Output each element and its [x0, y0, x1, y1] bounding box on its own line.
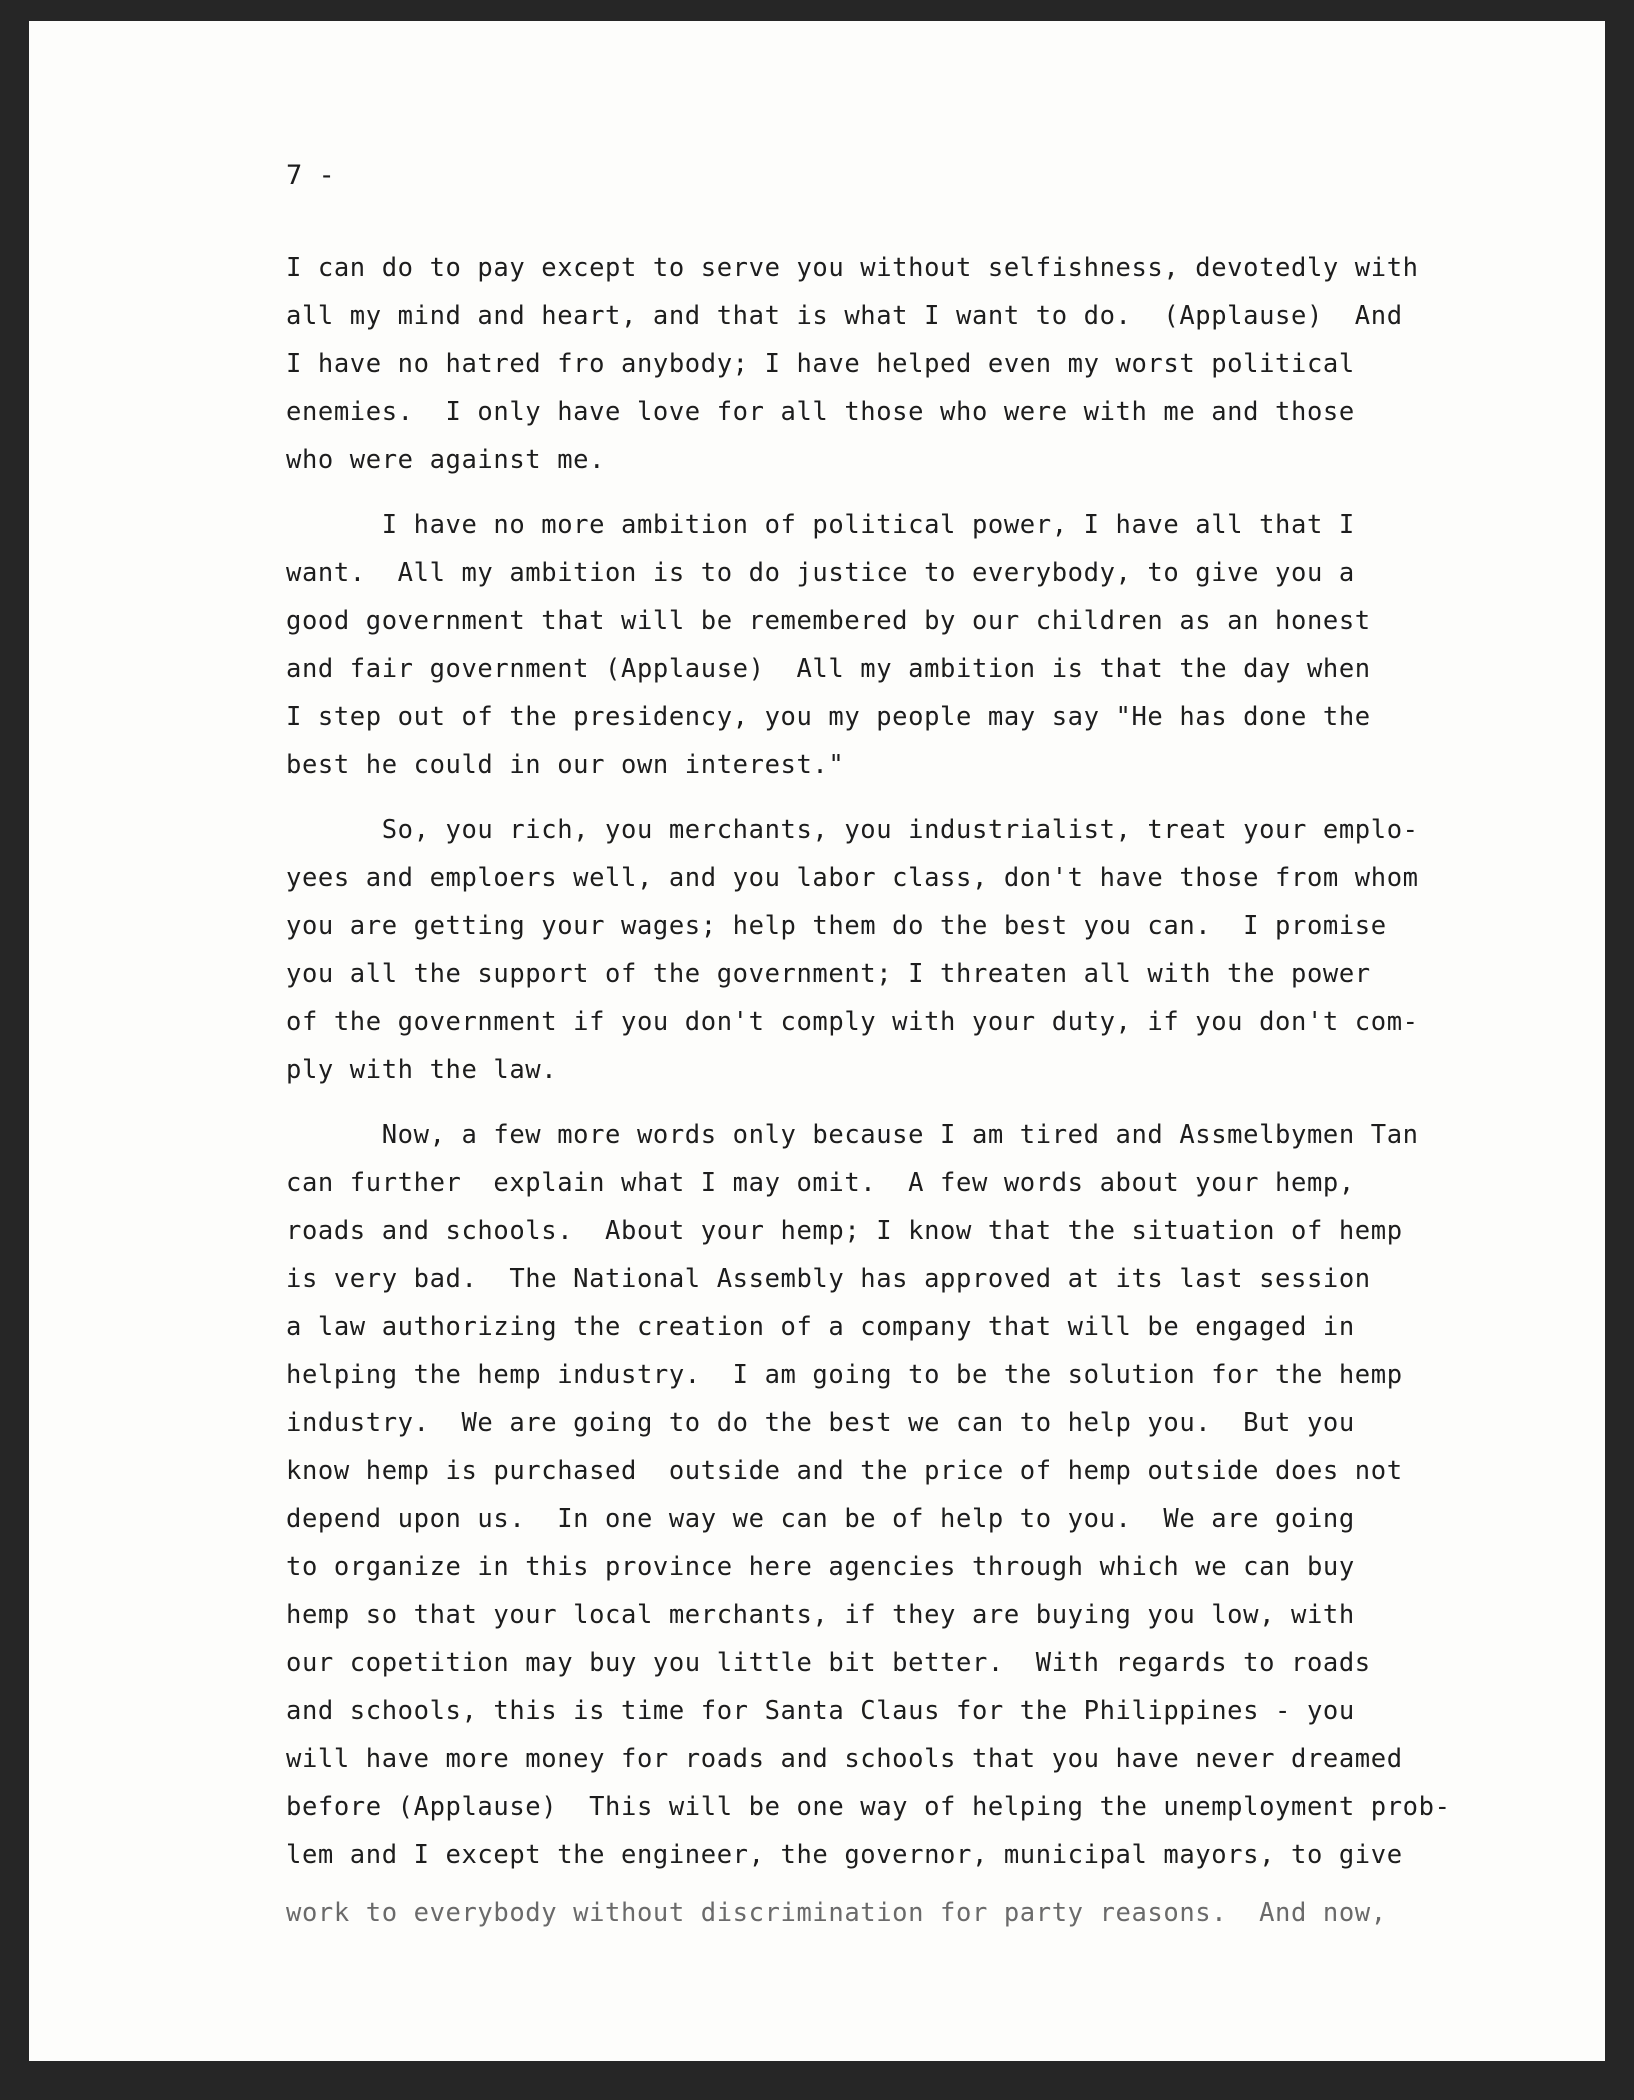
text-line: good government that will be remembered by our children as an honest [286, 606, 1371, 636]
text-line: helping the hemp industry. I am going to be the solution for the hemp [286, 1360, 1403, 1390]
text-line: enemies. I only have love for all those who were with me and those [286, 397, 1355, 427]
text-line: is very bad. The National Assembly has approved at its last session [286, 1264, 1371, 1294]
body-text [286, 0, 1451, 1928]
text-line: can further explain what I may omit. A few words about your hemp, [286, 1168, 1355, 1198]
text-line: I have no more ambition of political power, I have all that I [286, 510, 1355, 540]
text-line: and schools, this is time for Santa Claus for the Philippines - you [286, 1696, 1355, 1726]
text-line: a law authorizing the creation of a company that will be engaged in [286, 1312, 1355, 1342]
text-line: So, you rich, you merchants, you industrialist, treat your emplo- [286, 815, 1419, 845]
text-line: of the government if you don't comply with your duty, if you don't com- [286, 1007, 1419, 1037]
text-line: you all the support of the government; I threaten all with the power [286, 959, 1371, 989]
text-line: best he could in our own interest." [286, 750, 845, 780]
text-line: ply with the law. [286, 1055, 558, 1085]
text-line: roads and schools. About your hemp; I know that the situation of hemp [286, 1216, 1403, 1246]
page-number: 7 - [286, 160, 335, 191]
text-line: lem and I except the engineer, the governor, municipal mayors, to give [286, 1840, 1403, 1870]
text-line: will have more money for roads and schools that you have never dreamed [286, 1744, 1403, 1774]
text-line: industry. We are going to do the best we can to help you. But you [286, 1408, 1355, 1438]
text-line: work to everybody without discrimination for party reasons. And now, [286, 1898, 1387, 1928]
text-line: to organize in this province here agencies through which we can buy [286, 1552, 1355, 1582]
text-line: Now, a few more words only because I am tired and Assmelbymen Tan [286, 1120, 1419, 1150]
text-line: I can do to pay except to serve you without selfishness, devotedly with [286, 253, 1419, 283]
text-line: depend upon us. In one way we can be of help to you. We are going [286, 1504, 1355, 1534]
text-line: you are getting your wages; help them do the best you can. I promise [286, 911, 1387, 941]
text-line: I step out of the presidency, you my people may say "He has done the [286, 702, 1371, 732]
text-line: our copetition may buy you little bit better. With regards to roads [286, 1648, 1371, 1678]
text-line: want. All my ambition is to do justice to everybody, to give you a [286, 558, 1355, 588]
text-line: yees and emploers well, and you labor class, don't have those from whom [286, 863, 1419, 893]
text-line: all my mind and heart, and that is what I want to do. (Applause) And [286, 301, 1403, 331]
text-line: before (Applause) This will be one way of helping the unemployment prob- [286, 1792, 1451, 1822]
text-line: hemp so that your local merchants, if they are buying you low, with [286, 1600, 1355, 1630]
text-line: and fair government (Applause) All my ambition is that the day when [286, 654, 1371, 684]
text-line: who were against me. [286, 445, 606, 475]
text-line: know hemp is purchased outside and the price of hemp outside does not [286, 1456, 1403, 1486]
text-line: I have no hatred fro anybody; I have helped even my worst political [286, 349, 1355, 379]
